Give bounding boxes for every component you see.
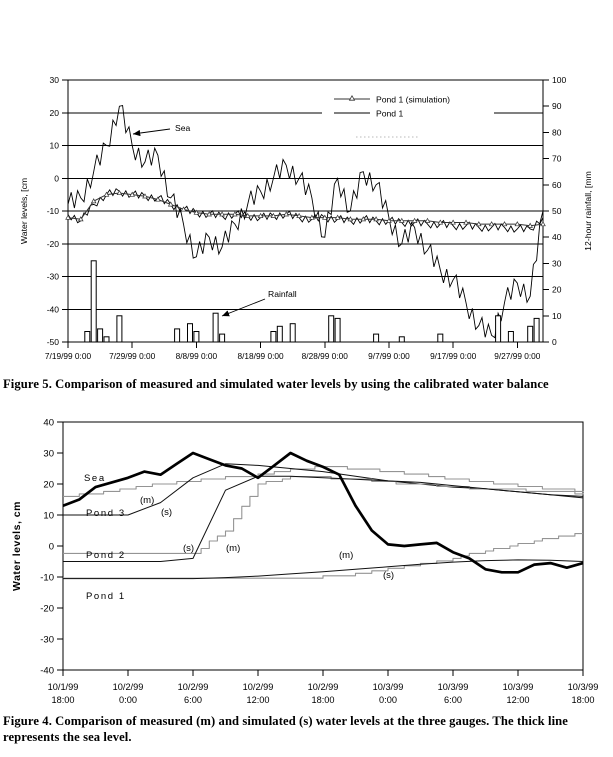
- legend-label-pond1: Pond 1: [376, 108, 404, 119]
- y-right-tick-label: 100: [552, 75, 567, 85]
- y-right-tick-label: 60: [552, 179, 562, 190]
- series-pond-3-m: [63, 467, 583, 497]
- figure4-caption: Figure 4. Comparison of measured (m) and simulated (s) water levels at the three gauges. The thick line represents the sea level.: [3, 714, 568, 744]
- annotation-pond-1-7: Pond 1: [86, 591, 126, 602]
- y-axis-title-left: Water levels, [cm: [19, 177, 29, 245]
- y-tick-label: 30: [43, 448, 54, 460]
- figure4-chart: [0, 406, 613, 710]
- y-right-tick-label: 70: [552, 153, 562, 164]
- y-left-tick-label: 0: [54, 173, 59, 184]
- x-tick-label: 10/1/99 18:00: [47, 682, 79, 705]
- series-12-hour-rainfall-bars: [85, 261, 539, 342]
- y-left-tick-label: -10: [46, 206, 59, 216]
- series-sea: [68, 106, 543, 338]
- y-tick-label: 20: [43, 479, 54, 491]
- annotation-sea: Sea: [175, 123, 191, 133]
- y-tick-label: -20: [40, 603, 54, 615]
- annotation-rainfall: Rainfall: [268, 289, 297, 299]
- y-right-tick-label: 0: [552, 337, 557, 347]
- y-tick-label: -30: [40, 634, 54, 646]
- y-right-tick-label: 20: [552, 284, 562, 295]
- y-tick-label: 0: [48, 541, 54, 553]
- series-pond-1-simulation: [68, 193, 543, 226]
- y-tick-label: 40: [43, 417, 54, 429]
- y-left-tick-label: -40: [46, 304, 59, 315]
- x-tick-label: 10/3/99 0:00: [372, 682, 404, 705]
- x-tick-label: 8/28/99 0:00: [301, 351, 348, 361]
- y-left-tick-label: -50: [46, 337, 59, 347]
- annotation-m-6: (m): [226, 543, 241, 554]
- annotation-m-8: (m): [339, 550, 354, 561]
- series-pond-2-m: [63, 477, 583, 554]
- chartA-annotations: [133, 123, 297, 316]
- legend-label-pond1-simulation: Pond 1 (simulation): [376, 94, 451, 105]
- x-tick-label: 7/29/99 0:00: [109, 351, 156, 361]
- x-tick-label: 10/3/99 6:00: [437, 682, 469, 705]
- y-left-tick-label: -20: [46, 238, 59, 249]
- y-right-tick-label: 90: [552, 101, 562, 112]
- y-right-tick-label: 40: [552, 232, 562, 243]
- y-tick-label: -10: [40, 572, 54, 584]
- x-tick-label: 10/3/99 18:00: [567, 682, 599, 705]
- figure5-caption: Figure 5. Comparison of measured and simulated water levels by using the calibrated water balance: [3, 377, 549, 391]
- y-left-tick-label: 30: [49, 75, 59, 85]
- y-right-tick-label: 10: [552, 310, 562, 321]
- series-sea-thick: [63, 453, 583, 572]
- y-left-tick-label: 20: [49, 107, 59, 118]
- annotation-sea-0: Sea: [84, 473, 106, 484]
- x-tick-label: 10/2/99 18:00: [307, 682, 339, 705]
- annotation-arrow-rainfall: [222, 299, 265, 316]
- annotation-pond-2-4: Pond 2: [86, 550, 126, 561]
- y-tick-label: 10: [43, 510, 54, 522]
- x-tick-label: 9/7/99 0:00: [368, 351, 410, 361]
- y-left-tick-label: 10: [49, 140, 59, 151]
- x-tick-label: 10/2/99 12:00: [242, 682, 274, 705]
- chartA-legend: [322, 88, 494, 140]
- x-tick-label: 10/2/99 6:00: [177, 682, 209, 705]
- x-tick-label: 9/27/99 0:00: [494, 351, 541, 361]
- x-tick-label: 10/2/99 0:00: [112, 682, 144, 705]
- y-axis-title: Water levels, cm: [11, 501, 23, 591]
- x-tick-label: 7/19/99 0:00: [44, 351, 92, 361]
- x-tick-label: 9/17/99 0:00: [430, 351, 477, 361]
- y-axis-title-right: 12-hour rainfall, [mm: [583, 171, 593, 251]
- y-right-tick-label: 50: [552, 206, 562, 216]
- annotation-s-3: (s): [161, 507, 173, 518]
- y-right-tick-label: 30: [552, 258, 562, 269]
- annotation-pond-3-1: Pond 3: [86, 508, 126, 519]
- annotation-arrow-sea: [133, 129, 170, 134]
- x-tick-label: 8/18/99 0:00: [237, 351, 284, 361]
- y-tick-label: -40: [40, 665, 54, 677]
- x-tick-label: 10/3/99 12:00: [502, 682, 534, 705]
- figure5-chart: [0, 56, 613, 376]
- annotation-s-9: (s): [383, 570, 395, 581]
- annotation-m-2: (m): [140, 495, 155, 506]
- y-right-tick-label: 80: [552, 127, 562, 138]
- annotation-s-5: (s): [183, 543, 195, 554]
- y-left-tick-label: -30: [46, 271, 59, 282]
- x-tick-label: 8/8/99 0:00: [175, 351, 218, 361]
